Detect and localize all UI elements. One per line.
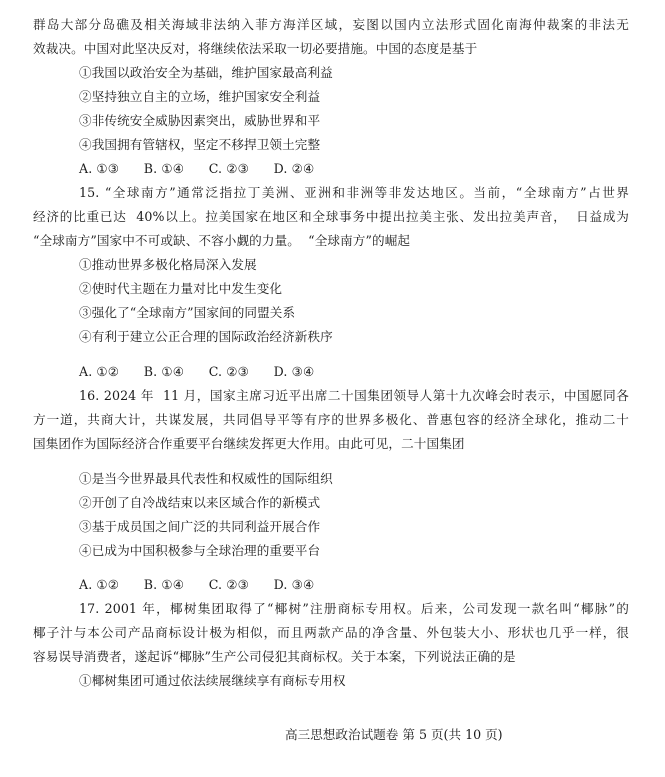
- question-16-stem: 16. 2024 年 11 月，国家主席习近平出席二十国集团领导人第十九次峰会时表示，中国愿同各: [79, 388, 629, 403]
- option-1: ①是当今世界最具代表性和权威性的国际组织: [79, 471, 333, 486]
- option-2: ②使时代主题在力量对比中发生变化: [79, 281, 283, 296]
- option-3: ③强化了“全球南方”国家间的同盟关系: [79, 305, 296, 320]
- option-3: ③基于成员国之间广泛的共同利益开展合作: [79, 519, 321, 534]
- text-line: 群岛大部分岛礁及相关海域非法纳入菲方海洋区域，妄图以国内立法形式固化南海仲裁案的非法无: [33, 17, 629, 32]
- option-3: ③非传统安全威胁因素突出，威胁世界和平: [79, 113, 321, 128]
- answer-choices: A. ①③ B. ①④ C. ②③ D. ②④: [79, 161, 315, 176]
- text-line: “全球南方”国家中不可或缺、不容小觑的力量。 “全球南方”的崛起: [33, 233, 411, 248]
- question-17-stem: 17. 2001 年，椰树集团取得了“椰树”注册商标专用权。后来，公司发现一款名叫“椰脉”的: [79, 601, 629, 616]
- option-1: ①椰树集团可通过依法续展继续享有商标专用权: [79, 673, 346, 688]
- option-1: ①推动世界多极化格局深入发展: [79, 257, 257, 272]
- option-4: ④有利于建立公正合理的国际政治经济新秩序: [79, 329, 333, 344]
- text-line: 椰子汁与本公司产品商标设计极为相似，而且两款产品的净含量、外包装大小、形状也几乎一样，很: [33, 625, 629, 640]
- answer-choices: A. ①② B. ①④ C. ②③ D. ③④: [79, 364, 315, 379]
- question-15-stem: 15. “全球南方”通常泛指拉丁美洲、亚洲和非洲等非发达地区。当前，“全球南方”占世界: [79, 185, 629, 200]
- page-footer: 高三思想政治试题卷 第 5 页(共 10 页): [285, 727, 503, 742]
- text-line: 容易误导消费者，遂起诉“椰脉”生产公司侵犯其商标权。关于本案，下列说法正确的是: [33, 649, 516, 664]
- text-line: 国集团作为国际经济合作重要平台继续发挥更大作用。由此可见，二十国集团: [33, 436, 465, 451]
- text-line: 经济的比重已达 40%以上。拉美国家在地区和全球事务中提出拉美主张、发出拉美声音， 日益成为: [33, 209, 629, 224]
- text-line: 方一道，共商大计，共谋发展，共同倡导平等有序的世界多极化、普惠包容的经济全球化，推动二十: [33, 412, 629, 427]
- option-2: ②坚持独立自主的立场，维护国家安全利益: [79, 89, 321, 104]
- option-4: ④已成为中国积极参与全球治理的重要平台: [79, 543, 321, 558]
- option-2: ②开创了自冷战结束以来区域合作的新模式: [79, 495, 321, 510]
- option-1: ①我国以政治安全为基础，维护国家最高利益: [79, 65, 333, 80]
- option-4: ④我国拥有管辖权，坚定不移捍卫领土完整: [79, 137, 321, 152]
- text-line: 效裁决。中国对此坚决反对，将继续依法采取一切必要措施。中国的态度是基于: [33, 41, 478, 56]
- answer-choices: A. ①② B. ①④ C. ②③ D. ③④: [79, 577, 315, 592]
